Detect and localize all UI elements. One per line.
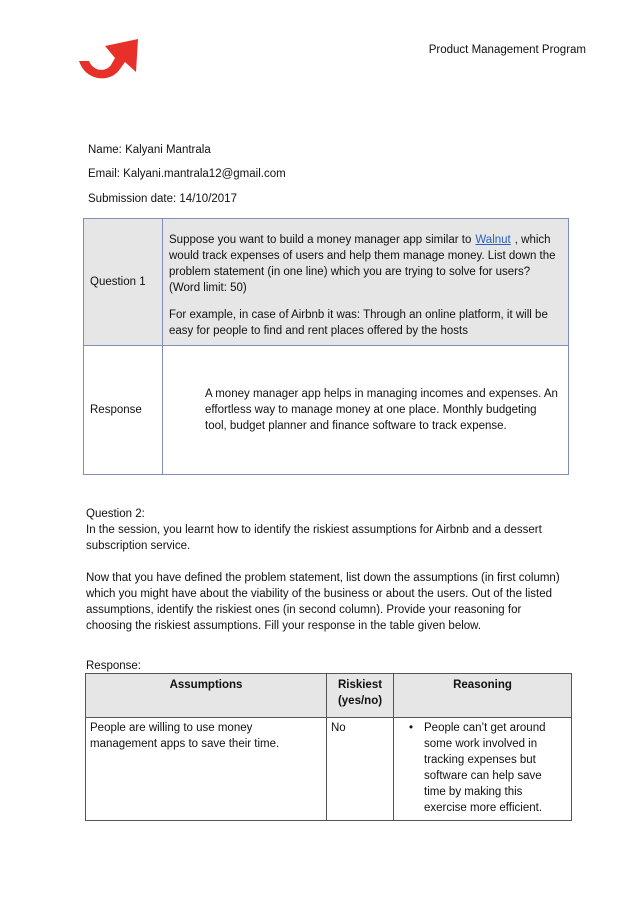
question1-prompt <box>169 232 562 296</box>
brand-logo <box>78 38 140 86</box>
question1-example: For example, in case of Airbnb it was: Through an online platform, it will be easy for people to find and rent places offered by the hosts <box>169 308 548 337</box>
question2-title: Question 2: <box>86 508 145 520</box>
student-name: Name: Kalyani Mantrala <box>88 144 211 156</box>
bullet-icon: • <box>408 722 414 734</box>
question2-instructions: Now that you have defined the problem statement, list down the assumptions (in first column) which you might have about the viability of the business or about the users. Out of the listed assumptions, identify the riskiest ones (in second column). Provide your reasoning for choosing the riskiest assumptions. Fill your response in the table given below. <box>86 572 560 632</box>
assumptions-header: Assumptions <box>86 674 327 718</box>
walnut-link[interactable]: Walnut <box>475 233 511 246</box>
program-title: Product Management Program <box>428 44 586 56</box>
question2-heading <box>86 506 560 554</box>
table-row <box>86 718 572 821</box>
reasoning-text: People can’t get around some work involved in tracking expenses but software can help save time by making this exercise more efficient. <box>424 722 546 814</box>
response-row <box>84 346 569 475</box>
assumptions-table <box>85 673 572 821</box>
question1-table <box>83 218 569 475</box>
response-text: A money manager app helps in managing incomes and expenses. An effortless way to manage money at one place. Monthly budgeting tool, budget planner and finance software to track expense. <box>163 346 569 475</box>
question1-prompt-end: , which would track expenses of users and help them manage money. List down the problem statement (in one line) which you are trying to solve for users? (Word limit: 50) <box>169 233 556 294</box>
question2-intro: In the session, you learnt how to identify the riskiest assumptions for Airbnb and a dessert subscription service. <box>86 524 542 552</box>
assumption-cell: People are willing to use money management apps to save their time. <box>86 718 327 821</box>
question1-text <box>163 219 569 346</box>
reasoning-header: Reasoning <box>394 674 572 718</box>
question2-response-label: Response: <box>86 660 141 672</box>
student-email: Email: Kalyani.mantrala12@gmail.com <box>88 168 286 180</box>
response-label: Response <box>84 346 163 475</box>
riskiest-cell: No <box>327 718 394 821</box>
reasoning-bullet-item <box>398 720 567 816</box>
riskiest-header: Riskiest (yes/no) <box>327 674 394 718</box>
question1-prompt-start: Suppose you want to build a money manager app similar to <box>169 233 472 246</box>
question1-label: Question 1 <box>84 219 163 346</box>
submission-date: Submission date: 14/10/2017 <box>88 193 237 205</box>
table-header-row <box>86 674 572 718</box>
reasoning-cell <box>394 718 572 821</box>
question1-row <box>84 219 569 346</box>
question2-section <box>86 506 560 650</box>
